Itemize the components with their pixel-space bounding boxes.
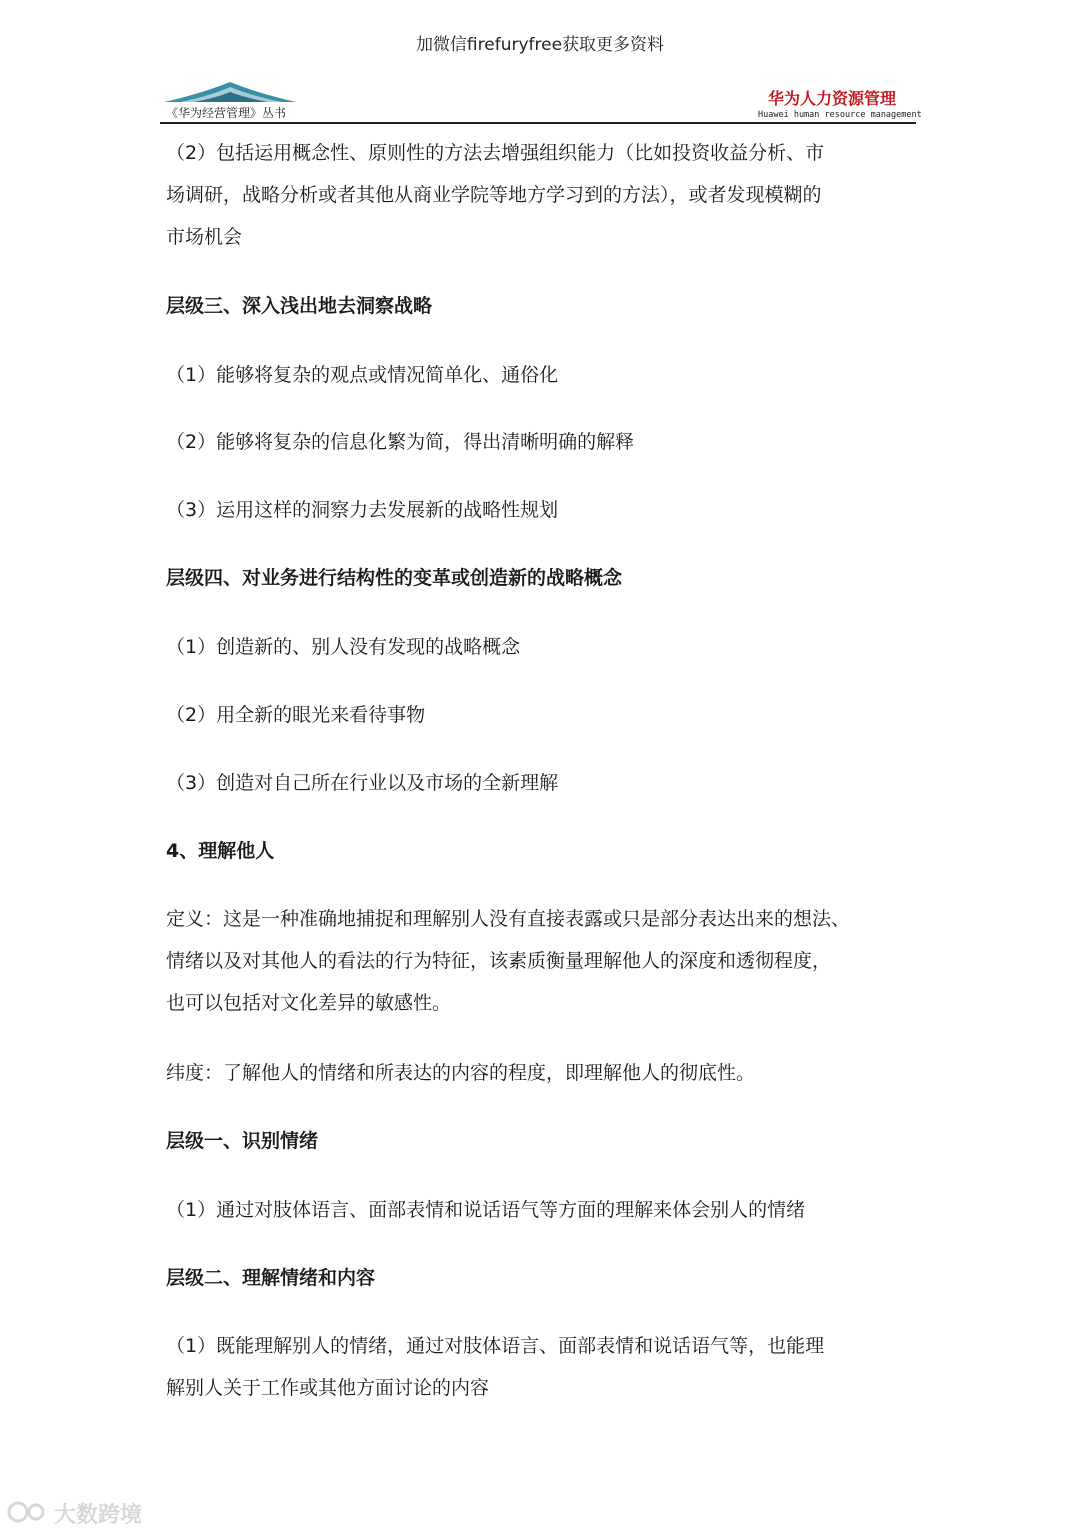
watermark-logo-icon <box>6 1498 52 1526</box>
section-heading: 层级三、深入浅出地去洞察战略 <box>166 295 433 317</box>
paragraph: （2）用全新的眼光来看待事物 <box>166 704 426 726</box>
paragraph: （1）通过对肢体语言、面部表情和说话语气等方面的理解来体会别人的情绪 <box>166 1199 806 1221</box>
top-note: 加微信firefuryfree获取更多资料 <box>415 35 665 55</box>
paragraph: （1）创造新的、别人没有发现的战略概念 <box>166 636 521 658</box>
section-heading: 层级一、识别情绪 <box>166 1130 319 1152</box>
text-line: （1）既能理解别人的情绪，通过对肢体语言、面部表情和说话语气等，也能理 <box>166 1335 825 1357</box>
paragraph: 纬度：了解他人的情绪和所表达的内容的程度，即理解他人的彻底性。 <box>166 1062 756 1084</box>
text-line: （2）包括运用概念性、原则性的方法去增强组织能力（比如投资收益分析、市 <box>166 142 825 164</box>
text-line: 市场机会 <box>166 226 243 248</box>
paragraph: （2）能够将复杂的信息化繁为简，得出清晰明确的解释 <box>166 431 635 453</box>
text-line: 定义：这是一种准确地捕捉和理解别人没有直接表露或只是部分表达出来的想法、 <box>166 908 851 930</box>
text-line: 情绪以及对其他人的看法的行为特征，该素质衡量理解他人的深度和透彻程度， <box>166 950 832 972</box>
paragraph <box>166 1325 926 1409</box>
header-rule <box>160 122 916 124</box>
section-heading: 层级四、对业务进行结构性的变革或创造新的战略概念 <box>166 567 623 589</box>
text-line: 场调研，战略分析或者其他从商业学院等地方学习到的方法），或者发现模糊的 <box>166 184 822 206</box>
text-line: 解别人关于工作或其他方面讨论的内容 <box>166 1377 490 1399</box>
brand-subtitle: Huawei human resource management <box>758 110 922 120</box>
paragraph <box>166 898 926 1024</box>
text-line: 也可以包括对文化差异的敏感性。 <box>166 992 452 1014</box>
paragraph: （3）创造对自己所在行业以及市场的全新理解 <box>166 772 559 794</box>
paragraph: （3）运用这样的洞察力去发展新的战略性规划 <box>166 499 559 521</box>
paragraph <box>166 132 926 258</box>
paragraph: （1）能够将复杂的观点或情况简单化、通俗化 <box>166 364 559 386</box>
mountain-logo-icon <box>160 78 300 104</box>
brand-title: 华为人力资源管理 <box>768 89 897 108</box>
section-heading: 层级二、理解情绪和内容 <box>166 1267 376 1289</box>
section-heading: 4、理解他人 <box>166 840 275 862</box>
watermark-text: 大数跨境 <box>54 1503 143 1528</box>
book-series-label: 《华为经营管理》丛书 <box>166 106 287 120</box>
